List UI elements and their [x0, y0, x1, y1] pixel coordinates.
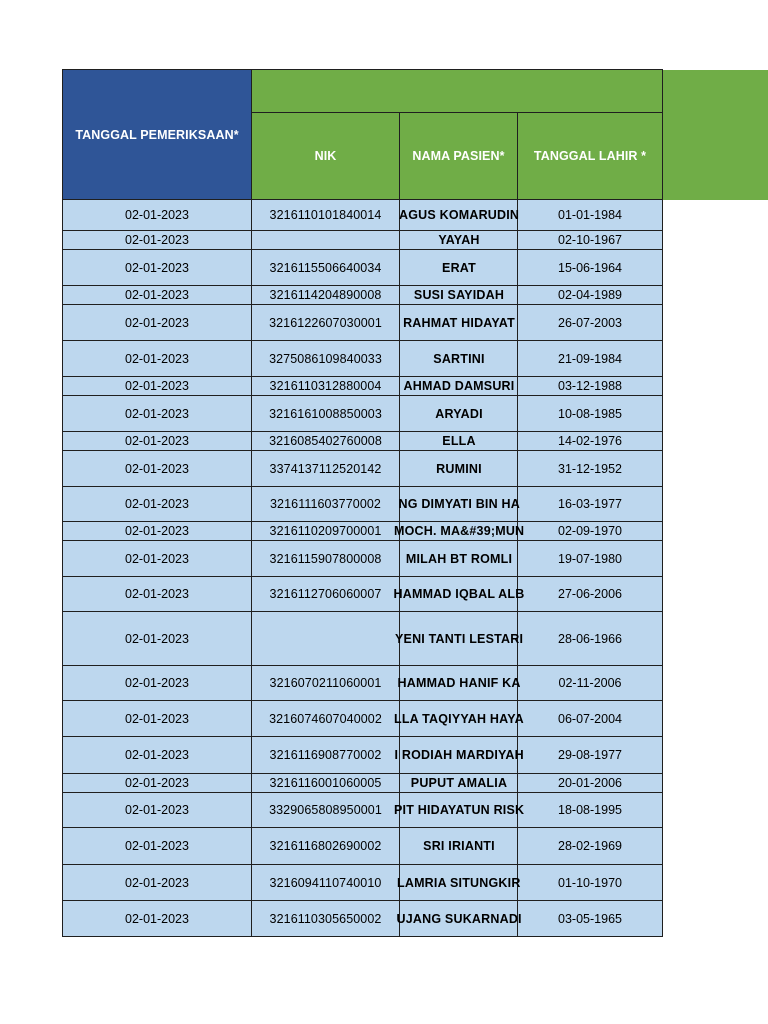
- cell-tanggal-lahir[interactable]: 02-04-1989: [518, 286, 663, 305]
- cell-tanggal-lahir[interactable]: 27-06-2006: [518, 577, 663, 612]
- cell-nik[interactable]: [252, 612, 400, 666]
- cell-nik[interactable]: 3216115506640034: [252, 250, 400, 286]
- cell-nama-pasien[interactable]: [400, 432, 518, 451]
- cell-nama-pasien[interactable]: [400, 774, 518, 793]
- cell-nik[interactable]: 3374137112520142: [252, 451, 400, 487]
- cell-tanggal-lahir[interactable]: 14-02-1976: [518, 432, 663, 451]
- cell-tanggal-lahir[interactable]: 19-07-1980: [518, 541, 663, 577]
- cell-nama-pasien[interactable]: [400, 200, 518, 231]
- header-green-extension: [661, 70, 768, 200]
- cell-nik[interactable]: 3216110312880004: [252, 377, 400, 396]
- table-row[interactable]: [63, 286, 663, 305]
- nama-text: HAMMAD IQBAL ALB: [393, 587, 525, 601]
- table-row[interactable]: [63, 377, 663, 396]
- table-row[interactable]: [63, 612, 663, 666]
- cell-nik[interactable]: 3216111603770002: [252, 487, 400, 522]
- cell-tanggal-pemeriksaan[interactable]: 02-01-2023: [63, 666, 252, 701]
- cell-tanggal-pemeriksaan[interactable]: 02-01-2023: [63, 305, 252, 341]
- table-row[interactable]: [63, 522, 663, 541]
- cell-tanggal-lahir[interactable]: 01-01-1984: [518, 200, 663, 231]
- cell-nama-pasien[interactable]: [400, 377, 518, 396]
- table-row[interactable]: [63, 305, 663, 341]
- nama-text: LAMRIA SITUNGKIR: [397, 875, 521, 890]
- nama-text: AGUS KOMARUDIN: [399, 208, 520, 222]
- cell-nama-pasien[interactable]: [394, 701, 524, 737]
- cell-tanggal-pemeriksaan[interactable]: 02-01-2023: [63, 250, 252, 286]
- table-row[interactable]: [63, 793, 663, 828]
- cell-nama-pasien[interactable]: [396, 901, 522, 937]
- cell-tanggal-lahir[interactable]: 06-07-2004: [518, 701, 663, 737]
- table-row[interactable]: [63, 901, 663, 937]
- cell-nama-pasien[interactable]: [400, 286, 518, 305]
- cell-tanggal-pemeriksaan[interactable]: 02-01-2023: [63, 612, 252, 666]
- cell-tanggal-pemeriksaan[interactable]: 02-01-2023: [63, 200, 252, 231]
- nama-text: YENI TANTI LESTARI: [395, 631, 524, 646]
- cell-tanggal-pemeriksaan[interactable]: 02-01-2023: [63, 522, 252, 541]
- nama-text: SUSI SAYIDAH: [413, 288, 505, 302]
- table-header: [63, 70, 663, 200]
- nama-text: PIT HIDAYATUN RISK: [394, 803, 525, 817]
- cell-nik[interactable]: 3216161008850003: [252, 396, 400, 432]
- cell-tanggal-pemeriksaan[interactable]: 02-01-2023: [63, 341, 252, 377]
- nama-text: SRI IRIANTI: [423, 839, 495, 853]
- cell-nama-pasien[interactable]: [400, 305, 518, 341]
- table-row[interactable]: [63, 396, 663, 432]
- cell-nik[interactable]: 3216110101840014: [252, 200, 400, 231]
- cell-nik[interactable]: 3216116908770002: [252, 737, 400, 774]
- nama-text: LLA TAQIYYAH HAYA: [394, 711, 524, 726]
- cell-tanggal-lahir[interactable]: 02-11-2006: [518, 666, 663, 701]
- table-row[interactable]: [63, 541, 663, 577]
- nama-text: NG DIMYATI BIN HA: [398, 497, 520, 511]
- cell-tanggal-pemeriksaan[interactable]: 02-01-2023: [63, 377, 252, 396]
- cell-nik[interactable]: 3216074607040002: [252, 701, 400, 737]
- nama-text: ERAT: [442, 260, 476, 275]
- cell-nama-pasien[interactable]: [400, 250, 518, 286]
- cell-tanggal-lahir[interactable]: 28-06-1966: [518, 612, 663, 666]
- cell-tanggal-pemeriksaan[interactable]: 02-01-2023: [63, 577, 252, 612]
- cell-tanggal-pemeriksaan[interactable]: 02-01-2023: [63, 774, 252, 793]
- cell-tanggal-lahir[interactable]: 21-09-1984: [518, 341, 663, 377]
- cell-tanggal-pemeriksaan[interactable]: 02-01-2023: [63, 487, 252, 522]
- table-row[interactable]: [63, 250, 663, 286]
- cell-nama-pasien[interactable]: [397, 666, 521, 701]
- table-body: [63, 200, 663, 937]
- cell-tanggal-lahir[interactable]: 03-05-1965: [518, 901, 663, 937]
- cell-tanggal-lahir[interactable]: 10-08-1985: [518, 396, 663, 432]
- cell-tanggal-lahir[interactable]: 16-03-1977: [518, 487, 663, 522]
- cell-nik[interactable]: 3216112706060007: [252, 577, 400, 612]
- cell-tanggal-pemeriksaan[interactable]: 02-01-2023: [63, 865, 252, 901]
- cell-tanggal-pemeriksaan[interactable]: 02-01-2023: [63, 901, 252, 937]
- cell-nik[interactable]: 3216114204890008: [252, 286, 400, 305]
- cell-tanggal-lahir[interactable]: 26-07-2003: [518, 305, 663, 341]
- cell-tanggal-lahir[interactable]: 03-12-1988: [518, 377, 663, 396]
- cell-nik[interactable]: 3216085402760008: [252, 432, 400, 451]
- cell-nik[interactable]: 3216110305650002: [252, 901, 400, 937]
- cell-nik[interactable]: 3216116802690002: [252, 828, 400, 865]
- nama-text: MOCH. MA&#39;MUN: [394, 524, 525, 538]
- nama-text: HAMMAD HANIF KA: [397, 676, 521, 690]
- header-tanggal-pemeriksaan[interactable]: TANGGAL PEMERIKSAAN*: [63, 70, 252, 200]
- cell-tanggal-pemeriksaan[interactable]: 02-01-2023: [63, 541, 252, 577]
- cell-nik[interactable]: 3329065808950001: [252, 793, 400, 828]
- nama-text: I RODIAH MARDIYAH: [394, 748, 524, 762]
- cell-tanggal-pemeriksaan[interactable]: 02-01-2023: [63, 432, 252, 451]
- table-row[interactable]: [63, 774, 663, 793]
- cell-nik[interactable]: 3216115907800008: [252, 541, 400, 577]
- cell-nama-pasien[interactable]: [395, 612, 524, 666]
- cell-nama-pasien[interactable]: [400, 341, 518, 377]
- cell-nama-pasien[interactable]: [400, 541, 518, 577]
- cell-nik[interactable]: 3216070211060001: [252, 666, 400, 701]
- nama-text: UJANG SUKARNADI: [396, 911, 522, 926]
- cell-nik[interactable]: 3275086109840033: [252, 341, 400, 377]
- cell-tanggal-lahir[interactable]: 29-08-1977: [518, 737, 663, 774]
- table-row[interactable]: [63, 451, 663, 487]
- cell-nama-pasien[interactable]: [400, 396, 518, 432]
- cell-tanggal-lahir[interactable]: 20-01-2006: [518, 774, 663, 793]
- header-green-band: [252, 70, 663, 113]
- table-row[interactable]: [63, 231, 663, 250]
- cell-tanggal-pemeriksaan[interactable]: 02-01-2023: [63, 828, 252, 865]
- nama-text: PUPUT AMALIA: [410, 776, 508, 790]
- table-row[interactable]: [63, 200, 663, 231]
- cell-nama-pasien[interactable]: [394, 522, 525, 541]
- cell-nik[interactable]: 3216116001060005: [252, 774, 400, 793]
- cell-tanggal-lahir[interactable]: 01-10-1970: [518, 865, 663, 901]
- table-row[interactable]: [63, 701, 663, 737]
- nama-text: MILAH BT ROMLI: [405, 551, 513, 566]
- table-row[interactable]: [63, 865, 663, 901]
- header-nama-pasien[interactable]: NAMA PASIEN*: [400, 113, 518, 200]
- table-row[interactable]: [63, 828, 663, 865]
- nama-text: SARTINI: [433, 351, 485, 366]
- cell-nik[interactable]: 3216122607030001: [252, 305, 400, 341]
- table-row[interactable]: [63, 737, 663, 774]
- header-tanggal-lahir[interactable]: TANGGAL LAHIR *: [518, 113, 663, 200]
- nama-text: ELLA: [442, 434, 476, 448]
- table-row[interactable]: [63, 432, 663, 451]
- cell-nik[interactable]: 3216110209700001: [252, 522, 400, 541]
- cell-nama-pasien[interactable]: [394, 793, 525, 828]
- nama-text: ARYADI: [435, 406, 483, 421]
- cell-tanggal-lahir[interactable]: 15-06-1964: [518, 250, 663, 286]
- table-row[interactable]: [63, 577, 663, 612]
- cell-tanggal-pemeriksaan[interactable]: 02-01-2023: [63, 737, 252, 774]
- nama-text: YAYAH: [438, 233, 480, 247]
- cell-tanggal-pemeriksaan[interactable]: 02-01-2023: [63, 231, 252, 250]
- cell-nama-pasien[interactable]: [400, 231, 518, 250]
- nama-text: AHMAD DAMSURI: [403, 379, 515, 393]
- cell-nik[interactable]: [252, 231, 400, 250]
- cell-nama-pasien[interactable]: [400, 487, 518, 522]
- cell-nama-pasien[interactable]: [397, 865, 521, 901]
- cell-tanggal-pemeriksaan[interactable]: 02-01-2023: [63, 793, 252, 828]
- cell-nama-pasien[interactable]: [393, 577, 525, 612]
- table-row[interactable]: [63, 666, 663, 701]
- cell-nama-pasien[interactable]: [400, 828, 518, 865]
- cell-tanggal-pemeriksaan[interactable]: 02-01-2023: [63, 701, 252, 737]
- cell-nama-pasien[interactable]: [394, 737, 524, 774]
- cell-nik[interactable]: 3216094110740010: [252, 865, 400, 901]
- cell-tanggal-lahir[interactable]: 18-08-1995: [518, 793, 663, 828]
- nama-text: RUMINI: [436, 461, 482, 476]
- table-row[interactable]: [63, 341, 663, 377]
- nama-text: RAHMAT HIDAYAT: [403, 315, 515, 330]
- cell-tanggal-lahir[interactable]: 31-12-1952: [518, 451, 663, 487]
- cell-tanggal-pemeriksaan[interactable]: 02-01-2023: [63, 286, 252, 305]
- table-row[interactable]: [63, 487, 663, 522]
- cell-tanggal-lahir[interactable]: 02-09-1970: [518, 522, 663, 541]
- cell-tanggal-pemeriksaan[interactable]: 02-01-2023: [63, 451, 252, 487]
- cell-tanggal-lahir[interactable]: 02-10-1967: [518, 231, 663, 250]
- cell-tanggal-lahir[interactable]: 28-02-1969: [518, 828, 663, 865]
- header-nik[interactable]: NIK: [252, 113, 400, 200]
- patient-table: [62, 69, 663, 937]
- cell-nama-pasien[interactable]: [400, 451, 518, 487]
- cell-tanggal-pemeriksaan[interactable]: 02-01-2023: [63, 396, 252, 432]
